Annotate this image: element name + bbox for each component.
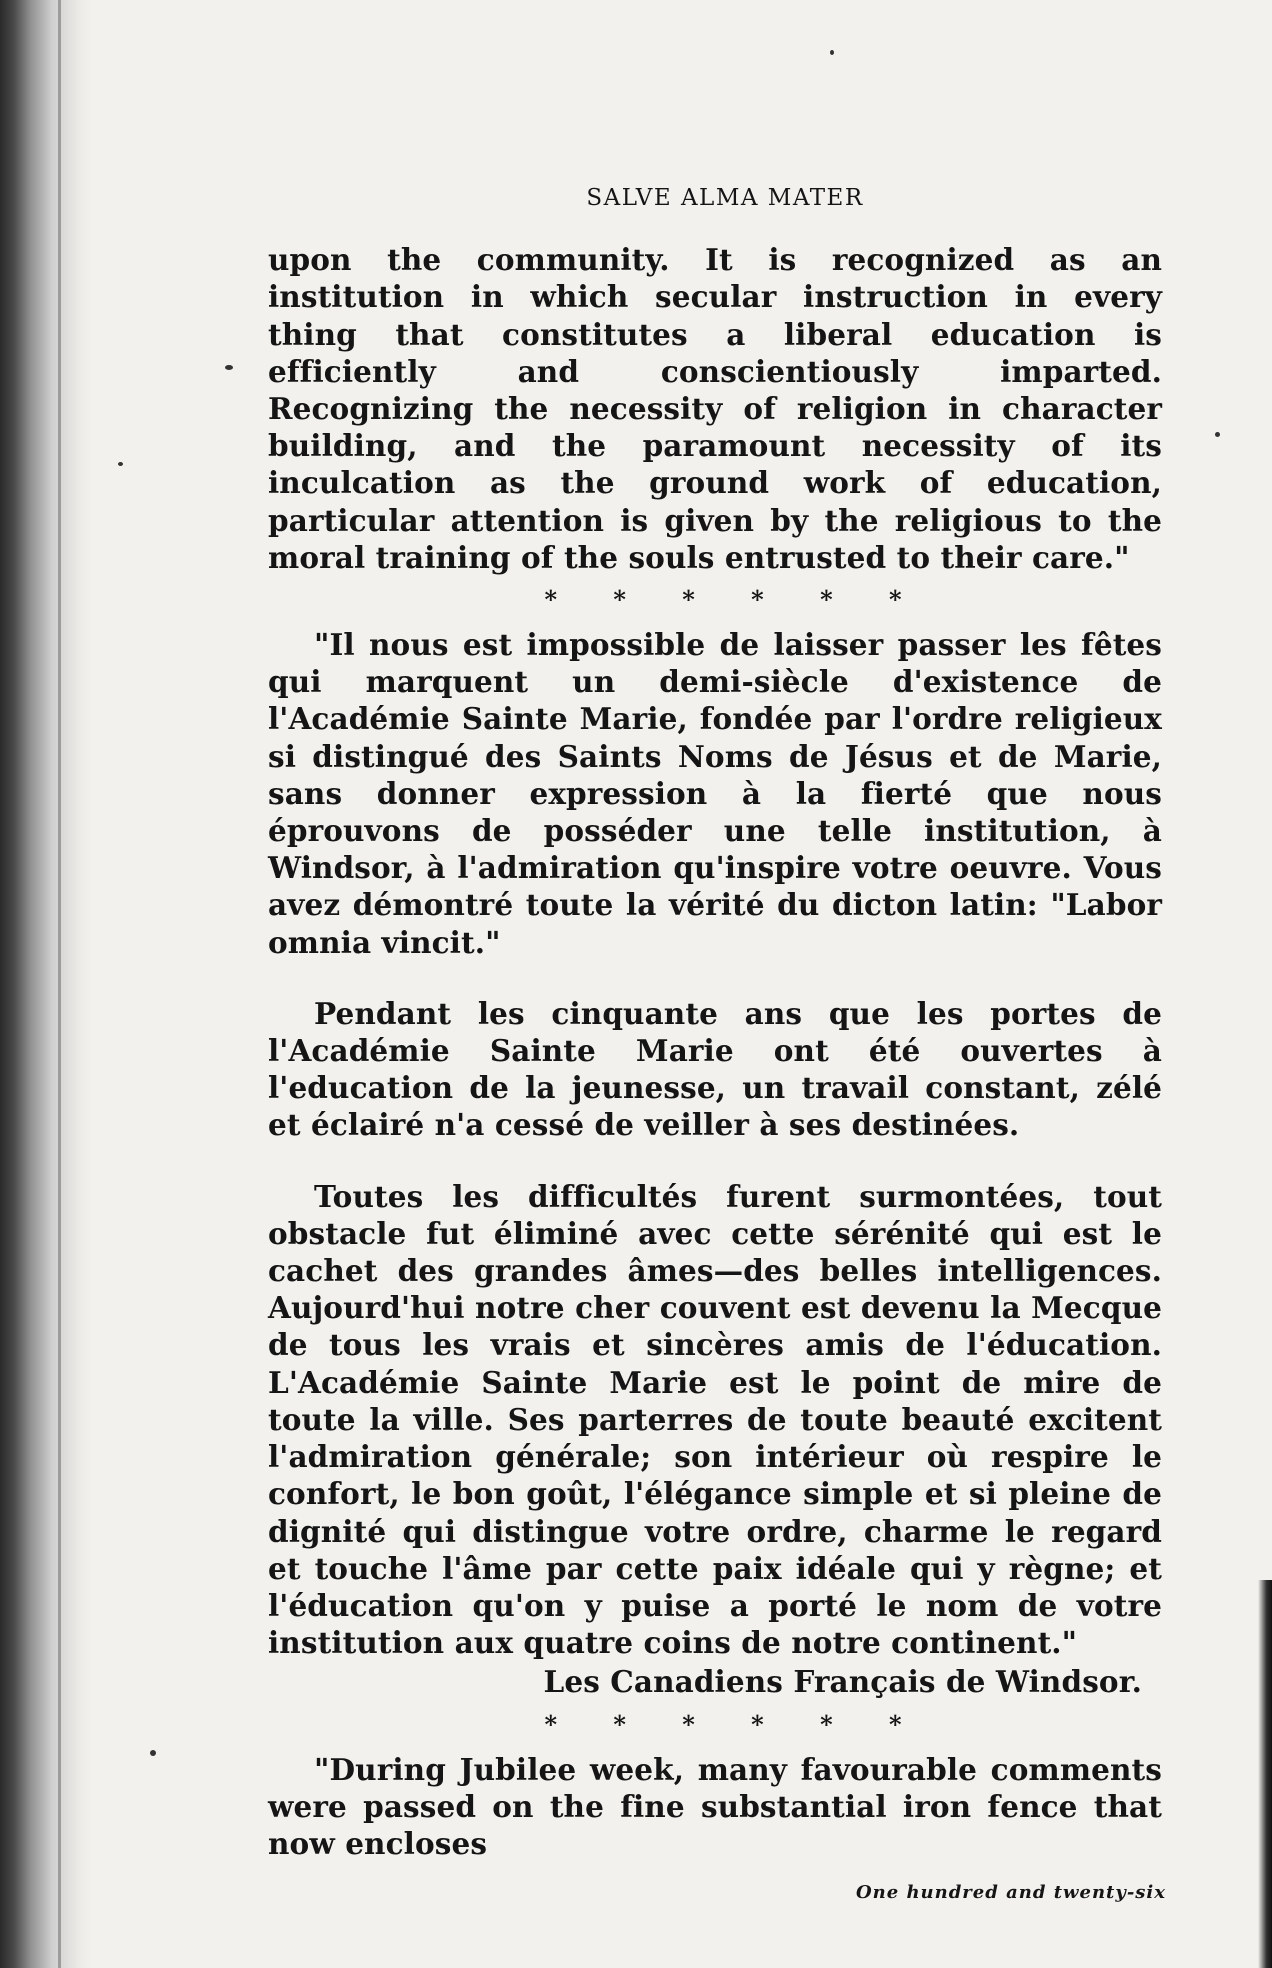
paragraph-jubilee-week: "During Jubilee week, many favourable comments were passed on the fine substantial iron fence that now encloses [268,1751,1162,1861]
page-body [268,180,1166,1911]
signature: Les Canadiens Français de Windsor. [543,1664,1142,1700]
scan-speck [225,365,233,370]
scan-speck [1215,432,1220,437]
page-edge-shadow [1258,1580,1272,1968]
scan-speck [118,462,123,466]
running-head: SALVE ALMA MATER [586,185,864,211]
section-divider: * * * * * * [544,585,926,615]
scan-speck [150,1750,156,1756]
binding-edge-line [58,0,61,1968]
paragraph-fifty-years: Pendant les cinquante ans que les portes de l'Académie Sainte Marie ont été ouvertes à l'education de la jeunesse, un travail constant, zélé et éclairé n'a cessé de veiller à ses destinées. [268,995,1162,1143]
paragraph-difficulties: Toutes les difficultés furent surmontées, tout obstacle fut éliminé avec cette sérénité qui est le cachet des grandes âmes—des belles intelligences. Aujourd'hui notre cher couvent est devenu la Mecque de tous les vrais et sincères amis de l'éducation. L'Académie Sainte Marie est le point de mire de toute la ville. Ses parterres de toute beauté excitent l'admiration générale; son intérieur où respire le confort, le bon goût, l'élégance simple et si pleine de dignité qui distingue votre ordre, charme le regard et touche l'âme par cette paix idéale qui y règne; et l'éducation qu'on y puise a porté le nom de votre institution aux quatre coins de notre continent." [268,1178,1162,1661]
paragraph-continuation: upon the community. It is recognized as an institution in which secular instruction in every thing that constitutes a liberal education is efficiently and conscientiously imparted. Recognizing the necessity of religion in character building, and the paramount necessity of its inculcation as the ground work of education, particular attention is given by the religious to the moral training of the souls entrusted to their care." [268,242,1162,575]
paragraph-french-address: "Il nous est impossible de laisser passer les fêtes qui marquent un demi-siècle d'existence de l'Académie Sainte Marie, fondée par l'ordre religieux si distingué des Saints Noms de Jésus et de Marie, sans donner expression à la fierté que nous éprouvons de posséder une telle institution, à Windsor, à l'admiration qu'inspire votre oeuvre. Vous avez démontré toute la vérité du dicton latin: "Labor omnia vincit." [268,627,1162,960]
page-binding-gutter [0,0,92,1968]
scan-speck [830,50,834,55]
section-divider: * * * * * * [544,1709,926,1739]
page-number: One hundred and twenty-six [855,1882,1166,1904]
